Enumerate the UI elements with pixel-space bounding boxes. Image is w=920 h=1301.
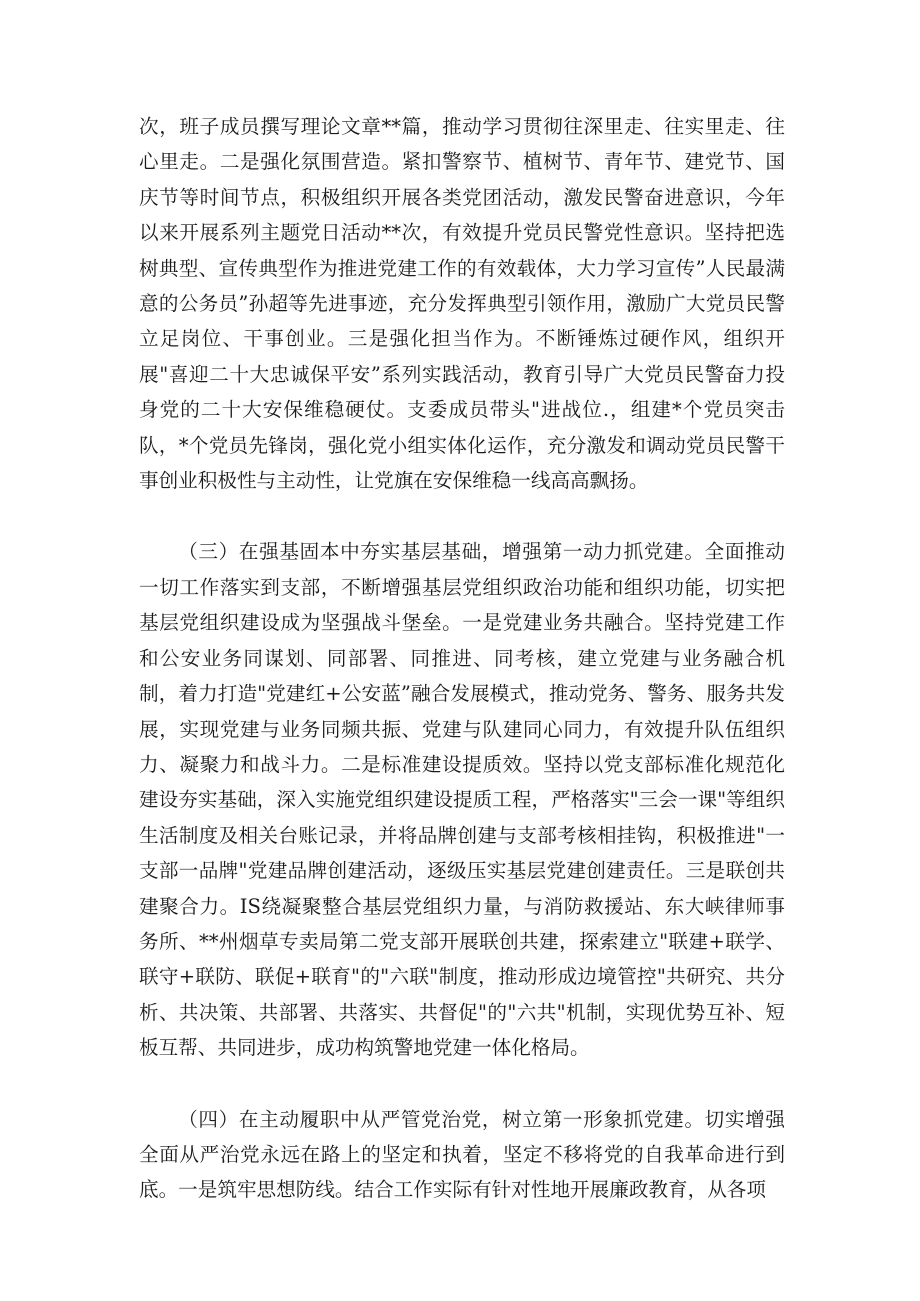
paragraph-continuation: 次，班子成员撰写理论文章**篇，推动学习贯彻往深里走、往实里走、往心里走。二是强化氛围营造。紧扣警察节、植树节、青年节、建党节、国庆节等时间节点，积极组织开展各类党团活动，激发民警奋进意识，今年以来开展系列主题党日活动**次，有效提升党员民警党性意识。坚持把选树典型、宣传典型作为推进党建工作的有效载体，大力学习宣传”人民最满意的公务员”孙超等先进事迹，充分发挥典型引领作用，激励广大党员民警立足岗位、干事创业。三是强化担当作为。不断锤炼过硬作风，组织开展"喜迎二十大忠诚保平安”系列实践活动，教育引导广大党员民警奋力投身党的二十大安保维稳硬仗。支委成员带头"进战位.，组建*个党员突击队，*个党员先锋岗，强化党小组实体化运作，充分激发和调动党员民警干事创业积极性与主动性，让党旗在安保维稳一线高高飘扬。 — [139, 115, 785, 493]
paragraph-section-three: （三）在强基固本中夯实基层基础，增强第一动力抓党建。全面推动一切工作落实到支部，不断增强基层党组织政治功能和组织功能，切实把基层党组织建设成为坚强战斗堡垒。一是党建业务共融合。坚持党建工作和公安业务同谋划、同部署、同推进、同考核，建立党建与业务融合机制，着力打造"党建红+公安蓝”融合发展模式，推动党务、警务、服务共发展，实现党建与业务同频共振、党建与队建同心同力，有效提升队伍组织力、凝聚力和战斗力。二是标准建设提质效。坚持以党支部标准化规范化建设夯实基础，深入实施党组织建设提质工程，严格落实"三会一课"等组织生活制度及相关台账记录，并将品牌创建与支部考核相挂钩，积极推进"一支部一品牌"党建品牌创建活动，逐级压实基层党建创建责任。三是联创共建聚合力。IS绕凝聚整合基层党组织力量，与消防救援站、东大峡律师事务所、**州烟草专卖局第二党支部开展联创共建，探索建立"联建+联学、联守+联防、联促+联育"的"六联"制度，推动形成边境管控"共研究、共分析、共决策、共部署、共落实、共督促"的"六共"机制，实现优势互补、短板互帮、共同进步，成功构筑警地党建一体化格局。 — [139, 540, 785, 1060]
paragraph-section-four: （四）在主动履职中从严管党治党，树立第一形象抓党建。切实增强全面从严治党永远在路上的坚定和执着，坚定不移将党的自我革命进行到底。一是筑牢思想防线。结合工作实际有针对性地开展廉政教育，从各项 — [139, 1107, 785, 1202]
document-body — [139, 109, 785, 1208]
